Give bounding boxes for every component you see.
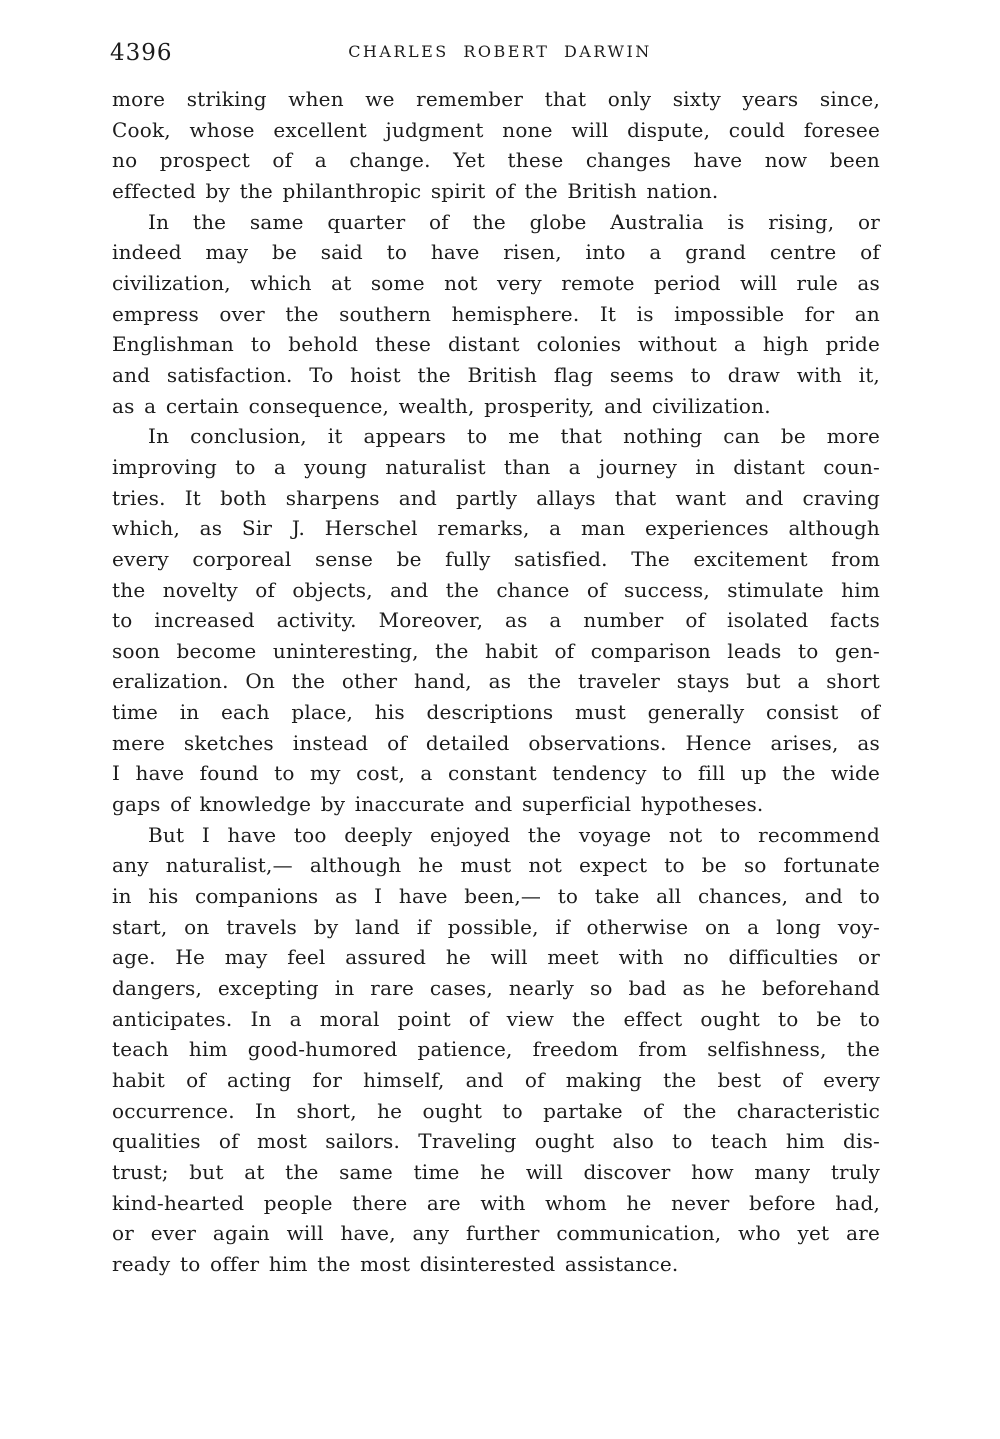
text-line: occurrence. In short, he ought to partake of the characteristic (112, 1098, 880, 1123)
running-title: CHARLES ROBERT DARWIN (348, 42, 652, 61)
text-line: age. He may feel assured he will meet with no difficulties or (112, 945, 880, 970)
text-line: to increased activity. Moreover, as a number of isolated facts (112, 608, 880, 633)
text-line: ready to offer him the most disinterested assistance. (112, 1251, 679, 1276)
text-block (112, 84, 880, 1280)
text-line: as a certain consequence, wealth, prosperity, and civilization. (112, 393, 771, 418)
text-line: But I have too deeply enjoyed the voyage not to recommend (148, 822, 880, 847)
text-line: start, on travels by land if possible, if otherwise on a long voy- (112, 914, 880, 939)
text-line: In conclusion, it appears to me that nothing can be more (148, 424, 880, 449)
text-line: improving to a young naturalist than a journey in distant coun- (112, 454, 880, 479)
text-line: teach him good-humored patience, freedom from selfishness, the (112, 1037, 880, 1062)
text-line: or ever again will have, any further communication, who yet are (112, 1221, 880, 1246)
text-line: any naturalist,— although he must not expect to be so fortunate (112, 853, 880, 878)
text-line: eralization. On the other hand, as the traveler stays but a short (112, 669, 880, 694)
text-line: mere sketches instead of detailed observations. Hence arises, as (112, 730, 880, 755)
text-line: no prospect of a change. Yet these changes have now been (112, 148, 880, 173)
paragraph (112, 820, 880, 1280)
text-line: empress over the southern hemisphere. It is impossible for an (112, 301, 880, 326)
text-line: I have found to my cost, a constant tendency to fill up the wide (112, 761, 880, 786)
text-line: soon become uninteresting, the habit of comparison leads to gen- (112, 638, 880, 663)
paragraph (112, 84, 880, 207)
paragraph (112, 421, 880, 820)
text-line: In the same quarter of the globe Australia is rising, or (148, 209, 880, 234)
text-line: in his companions as I have been,— to take all chances, and to (112, 884, 880, 909)
text-line: indeed may be said to have risen, into a grand centre of (112, 240, 880, 265)
text-line: Englishman to behold these distant colonies without a high pride (112, 332, 880, 357)
text-line: gaps of knowledge by inaccurate and superficial hypotheses. (112, 792, 764, 817)
text-line: qualities of most sailors. Traveling ought also to teach him dis- (112, 1129, 880, 1154)
text-line: anticipates. In a moral point of view the effect ought to be to (112, 1006, 880, 1031)
text-line: and satisfaction. To hoist the British flag seems to draw with it, (112, 362, 880, 387)
text-line: which, as Sir J. Herschel remarks, a man experiences although (112, 516, 880, 541)
text-line: every corporeal sense be fully satisfied. The excitement from (112, 546, 880, 571)
text-line: habit of acting for himself, and of making the best of every (112, 1068, 880, 1092)
text-line: time in each place, his descriptions must generally consist of (112, 700, 880, 725)
page-number: 4396 (110, 40, 173, 66)
text-line: effected by the philanthropic spirit of the British nation. (112, 178, 719, 203)
page-header (0, 0, 1000, 80)
text-line: tries. It both sharpens and partly allays that want and craving (112, 485, 880, 510)
text-line: trust; but at the same time he will discover how many truly (112, 1159, 880, 1184)
text-line: civilization, which at some not very remote period will rule as (112, 270, 880, 295)
text-line: more striking when we remember that only sixty years since, (112, 87, 880, 111)
text-line: the novelty of objects, and the chance of success, stimulate him (112, 577, 880, 602)
text-line: kind-hearted people there are with whom he never before had, (112, 1190, 880, 1215)
text-line: dangers, excepting in rare cases, nearly so bad as he beforehand (112, 976, 880, 1001)
paragraph (112, 207, 880, 422)
text-line: Cook, whose excellent judgment none will dispute, could foresee (112, 117, 880, 142)
